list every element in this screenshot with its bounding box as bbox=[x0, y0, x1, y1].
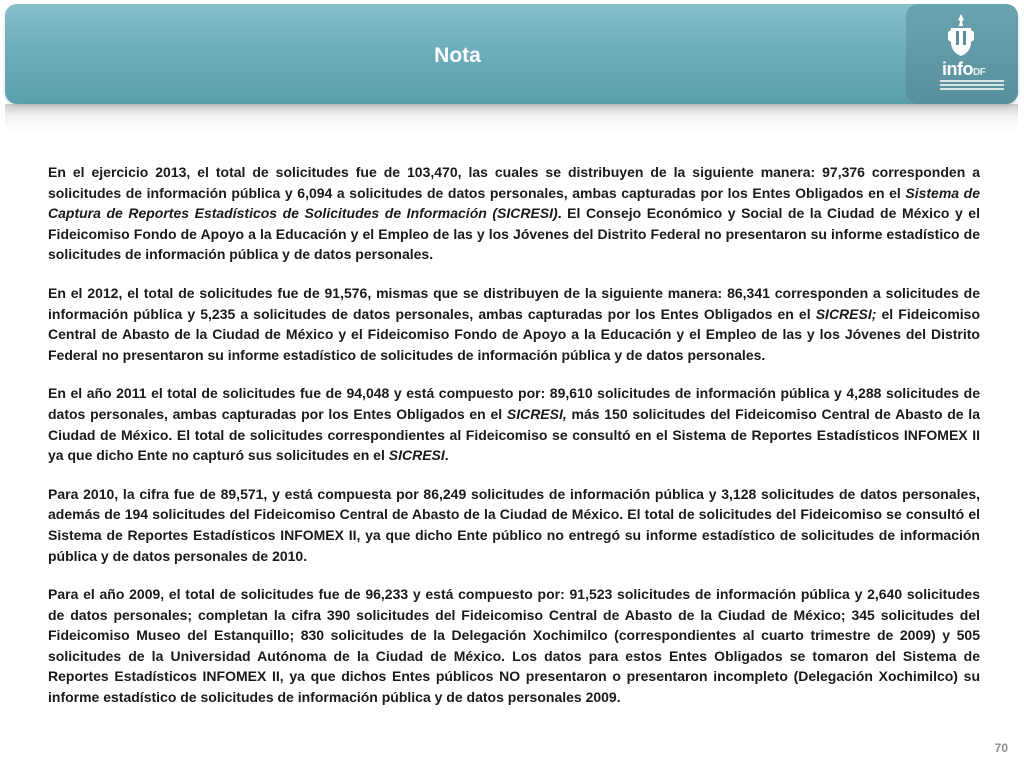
paragraph-2010: Para 2010, la cifra fue de 89,571, y está compuesta por 86,249 solicitudes de información pública y 3,128 solicitudes de datos personales, además de 194 solicitudes del Fideicomiso Central de Abasto de la Ciudad de México. El total de solicitudes del Fideicomiso se consultó el Sistema de Reportes Estadísticos INFOMEX II, ya que dicho Ente público no entregó su informe estadístico de solicitudes de información pública y de datos personales de 2010. bbox=[48, 485, 980, 564]
logo bbox=[906, 4, 1018, 104]
mexico-city-emblem-icon bbox=[946, 12, 976, 58]
logo-wordmark: infoDF bbox=[942, 59, 986, 79]
paragraph-2009: Para el año 2009, el total de solicitudes fue de 96,233 y está compuesto por: 91,523 solicitudes de información pública y 2,640 solicitudes de datos personales; completan la cifra 390 solicitudes del Fideicomiso Central de Abasto de la Ciudad de México; 345 solicitudes del Fideicomiso Museo del Estanquillo; 830 solicitudes de la Delegación Xochimilco (correspondientes al cuarto trimestre de 2009) y 505 solicitudes de la Universidad Autónoma de la Ciudad de México. Los datos para estos Entes Obligados se tomaron del Sistema de Reportes Estadísticos INFOMEX II, ya que dichos Entes públicos NO presentaron o presentaron incompleto (Delegación Xochimilco) su informe estadístico de solicitudes de información pública y de datos personales 2009. bbox=[48, 586, 980, 706]
paragraph-2012: En el 2012, el total de solicitudes fue de 91,576, mismas que se distribuyen de la siguiente manera: 86,341 corresponden a solicitudes de información pública y 5,235 a solicitudes de datos personales, ambas capturadas por los Entes Obligados en el SICRESI; el Fideicomiso Central de Abasto de la Ciudad de México y el Fideicomiso Fondo de Apoyo a la Educación y el Empleo de las y los Jóvenes del Distrito Federal no presentaron su informe estadístico de solicitudes de información pública y de datos personales. bbox=[48, 284, 980, 363]
header-reflection bbox=[5, 104, 1018, 134]
note-body bbox=[48, 162, 980, 726]
logo-subtitle bbox=[940, 80, 1004, 94]
page-title: Nota bbox=[434, 44, 481, 67]
paragraph-2013: En el ejercicio 2013, el total de solicitudes fue de 103,470, las cuales se distribuyen de la siguiente manera: 97,376 corresponden a solicitudes de información pública y 6,094 a solicitudes de datos personales, ambas capturadas por los Entes Obligados en el Sistema de Captura de Reportes Estadísticos de Solicitudes de Información (SICRESI). El Consejo Económico y Social de la Ciudad de México y el Fideicomiso Fondo de Apoyo a la Educación y el Empleo de las y los Jóvenes del Distrito Federal no presentaron su informe estadístico de solicitudes de información pública y de datos personales. bbox=[48, 164, 980, 263]
paragraph-2011: En el año 2011 el total de solicitudes fue de 94,048 y está compuesto por: 89,610 solicitudes de información pública y 4,288 solicitudes de datos personales, ambas capturadas por los Entes Obligados en el SICRESI, más 150 solicitudes del Fideicomiso Central de Abasto de la Ciudad de México. El total de solicitudes correspondientes al Fideicomiso se consultó en el Sistema de Reportes Estadísticos INFOMEX II ya que dicho Ente no capturó sus solicitudes en el SICRESI. bbox=[48, 385, 980, 464]
page-number: 70 bbox=[994, 741, 1008, 755]
